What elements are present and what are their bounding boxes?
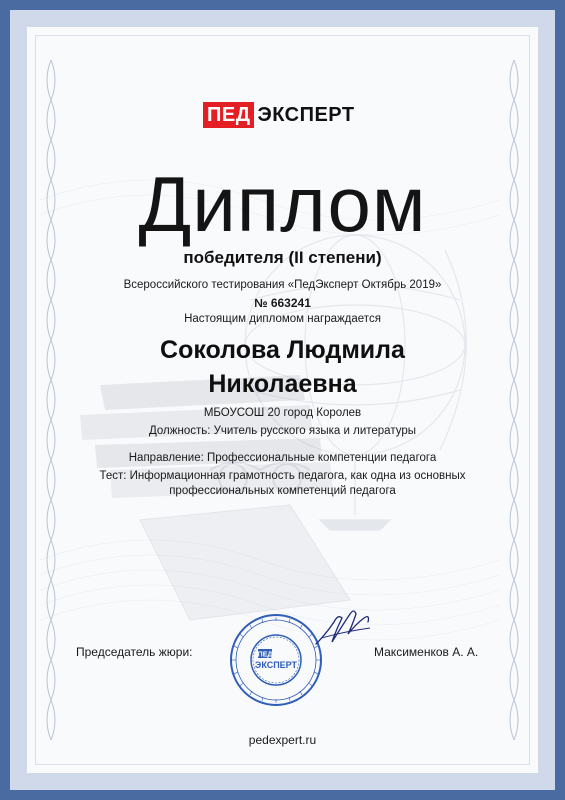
organization: МБОУСОШ 20 город Королев [203,407,362,419]
contest-name: Всероссийского тестирования «ПедЭксперт Октябрь 2019» [123,279,442,291]
recipient-name-line1: Соколова Людмила [160,336,405,364]
logo-dark-part: ЭКСПЕРТ [257,104,355,126]
recipient-name [0,333,565,401]
position: Должность: Учитель русского языка и литературы [149,425,416,437]
stamp-center-text: ЭКСПЕРТ [254,660,298,670]
test-line1: Тест: Информационная грамотность педагога, как одна из основных [99,470,466,482]
pedexpert-logo [203,101,355,129]
diploma-title: Диплом [138,160,427,248]
stamp-center-top: ПЕД [257,651,273,659]
jury-label: Председатель жюри: [76,645,193,659]
diploma-subtitle: победителя (II степени) [183,248,382,267]
signature [312,604,374,650]
website-link[interactable]: pedexpert.ru [248,733,317,747]
logo-red-part: ПЕД [203,102,254,128]
jury-name: Максименков А. А. [374,645,479,659]
stamp-seal [228,612,324,708]
awarded-text: Настоящим дипломом награждается [184,313,381,325]
recipient-name-line2: Николаевна [208,370,357,398]
diploma-number: № 663241 [254,296,311,310]
test-line2: профессиональных компетенций педагога [169,485,396,497]
direction: Направление: Профессиональные компетенции педагога [128,452,437,464]
